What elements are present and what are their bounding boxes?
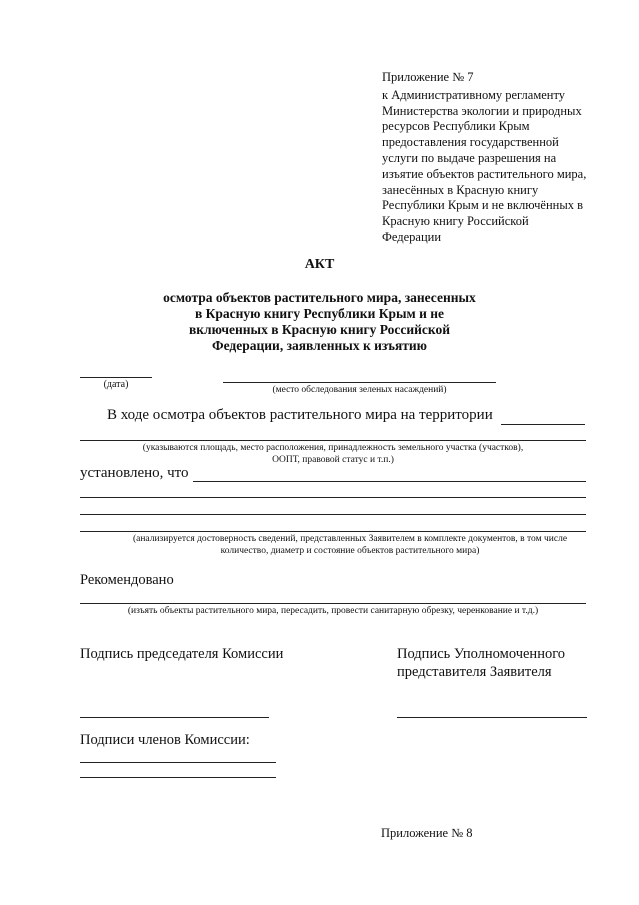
member-signature-line[interactable] xyxy=(80,762,276,763)
chairman-signature-label: Подпись председателя Комиссии xyxy=(80,646,284,662)
act-subtitle-line: в Красную книгу Республики Крым и не xyxy=(194,306,445,321)
place-caption: (место обследования зеленых насаждений) xyxy=(272,385,447,395)
recommended-caption: (изъять объекты растительного мира, пересадить, провести санитарную обрезку, черенкование и т.д.) xyxy=(127,606,539,616)
appendix-header xyxy=(382,70,617,246)
member-signature-line[interactable] xyxy=(80,777,276,778)
next-appendix-number: Приложение № 8 xyxy=(381,826,473,840)
established-blank-line[interactable] xyxy=(80,514,586,515)
representative-signature-label xyxy=(397,645,565,681)
appendix-line: Красную книгу Российской xyxy=(382,214,529,229)
appendix-line: Министерства экологии и природных xyxy=(382,103,582,118)
act-subtitle xyxy=(0,290,639,354)
established-blank-line[interactable] xyxy=(193,481,586,482)
act-title: АКТ xyxy=(304,257,335,272)
act-subtitle-line: включенных в Красную книгу Российской xyxy=(188,322,451,337)
chairman-signature-line[interactable] xyxy=(80,717,269,718)
date-caption: (дата) xyxy=(103,379,129,390)
territory-caption-line1: (указываются площадь, место расположения, принадлежность земельного участка (участков), xyxy=(142,443,524,453)
appendix-line: изъятие объектов растительного мира, xyxy=(382,166,587,181)
territory-caption xyxy=(80,442,586,466)
established-label: установлено, что xyxy=(80,465,189,481)
members-signature-label: Подписи членов Комиссии: xyxy=(80,732,250,748)
appendix-line: занесённых в Красную книгу xyxy=(382,182,539,197)
appendix-line: ресурсов Республики Крым xyxy=(382,119,530,134)
established-blank-line[interactable] xyxy=(80,497,586,498)
act-subtitle-line: Федерации, заявленных к изъятию xyxy=(212,338,427,353)
act-subtitle-line: осмотра объектов растительного мира, занесенных xyxy=(163,290,476,305)
recommended-label: Рекомендовано xyxy=(80,572,174,588)
place-blank-line[interactable] xyxy=(223,382,496,383)
recommended-blank-line[interactable] xyxy=(80,603,586,604)
analysis-caption-line1: (анализируется достоверность сведений, представленных Заявителем в комплекте документов, в том числе xyxy=(132,534,568,544)
analysis-caption xyxy=(100,533,600,557)
appendix-line: Республики Крым и не включённых в xyxy=(382,198,583,213)
date-blank-line[interactable] xyxy=(80,377,152,378)
appendix-line: предоставления государственной xyxy=(382,135,559,150)
inspection-text: В ходе осмотра объектов растительного мира на территории xyxy=(107,407,493,423)
established-blank-line[interactable] xyxy=(80,531,586,532)
representative-line1: Подпись Уполномоченного xyxy=(397,646,566,662)
representative-signature-line[interactable] xyxy=(397,717,587,718)
appendix-line: к Административному регламенту xyxy=(382,87,566,102)
appendix-number: Приложение № 7 xyxy=(382,70,474,84)
appendix-line: Федерации xyxy=(382,229,442,244)
analysis-caption-line2: количество, диаметр и состояние объектов растительного мира) xyxy=(220,546,480,556)
territory-blank-line[interactable] xyxy=(80,440,586,441)
representative-line2: представителя Заявителя xyxy=(397,664,552,680)
territory-blank-short[interactable] xyxy=(501,424,585,425)
appendix-line: услуги по выдаче разрешения на xyxy=(382,150,557,165)
territory-caption-line2: ООПТ, правовой статус и т.п.) xyxy=(272,455,394,465)
